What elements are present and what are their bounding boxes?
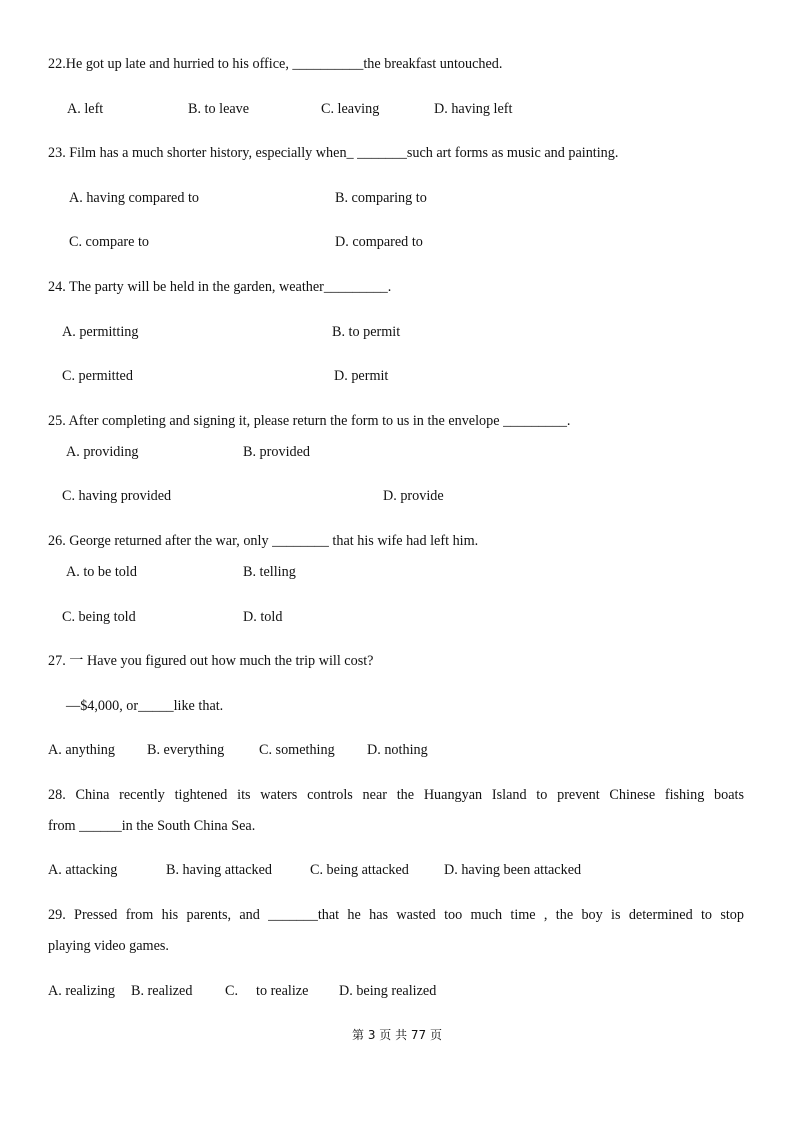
q28-option-c: C. being attacked xyxy=(310,862,409,878)
q29-option-a: A. realizing xyxy=(48,983,115,999)
q23-option-d: D. compared to xyxy=(335,234,423,250)
q24-option-a: A. permitting xyxy=(62,324,139,340)
q27-option-a: A. anything xyxy=(48,742,115,758)
q25-option-a: A. providing xyxy=(66,444,139,460)
question-25-stem: 25. After completing and signing it, please return the form to us in the envelope _________. xyxy=(48,413,571,429)
question-24-stem: 24. The party will be held in the garden, weather_________. xyxy=(48,279,392,295)
q25-option-b: B. provided xyxy=(243,444,310,460)
q23-option-a: A. having compared to xyxy=(69,190,200,206)
question-23-stem: 23. Film has a much shorter history, especially when_ _______such art forms as music and painting. xyxy=(48,145,619,161)
q28-option-b: B. having attacked xyxy=(166,862,272,878)
q27-option-b: B. everything xyxy=(147,742,225,758)
q24-option-c: C. permitted xyxy=(62,368,133,384)
question-26-stem: 26. George returned after the war, only ________ that his wife had left him. xyxy=(48,533,479,549)
q25-option-c: C. having provided xyxy=(62,488,172,504)
q29-option-c-label: C. xyxy=(225,983,239,999)
q24-option-d: D. permit xyxy=(334,368,389,384)
q27-option-d: D. nothing xyxy=(367,742,428,758)
q23-option-c: C. compare to xyxy=(69,234,149,250)
q26-option-a: A. to be told xyxy=(66,564,137,580)
q27-option-c: C. something xyxy=(259,742,335,758)
q26-option-c: C. being told xyxy=(62,609,136,625)
q23-option-b: B. comparing to xyxy=(335,190,427,206)
q28-option-a: A. attacking xyxy=(48,862,118,878)
q25-option-d: D. provide xyxy=(383,488,444,504)
q22-option-d: D. having left xyxy=(434,101,513,117)
q29-option-d: D. being realized xyxy=(339,983,437,999)
q28-option-d: D. having been attacked xyxy=(444,862,582,878)
q22-option-c: C. leaving xyxy=(321,101,380,117)
q26-option-b: B. telling xyxy=(243,564,296,580)
question-28-stem-cont: from ______in the South China Sea. xyxy=(48,818,256,834)
page-number-footer: 第 3 页 共 77 页 xyxy=(352,1028,442,1042)
q26-option-d: D. told xyxy=(243,609,283,625)
question-29-stem: 29. Pressed from his parents, and _______that he has wasted too much time , the boy is determined to stop xyxy=(48,907,744,923)
question-29-stem-cont: playing video games. xyxy=(48,938,169,954)
question-22-stem: 22.He got up late and hurried to his office, __________the breakfast untouched. xyxy=(48,56,503,72)
q29-option-c-text: to realize xyxy=(256,983,309,999)
q22-option-b: B. to leave xyxy=(188,101,250,117)
question-27-stem: 27. 一 Have you figured out how much the trip will cost? xyxy=(48,653,374,669)
question-28-stem: 28. China recently tightened its waters controls near the Huangyan Island to prevent Chinese fishing boats xyxy=(48,787,744,803)
question-27-answer-line: —$4,000, or_____like that. xyxy=(66,698,224,714)
q22-option-a: A. left xyxy=(67,101,104,117)
q24-option-b: B. to permit xyxy=(332,324,401,340)
q29-option-b: B. realized xyxy=(131,983,193,999)
